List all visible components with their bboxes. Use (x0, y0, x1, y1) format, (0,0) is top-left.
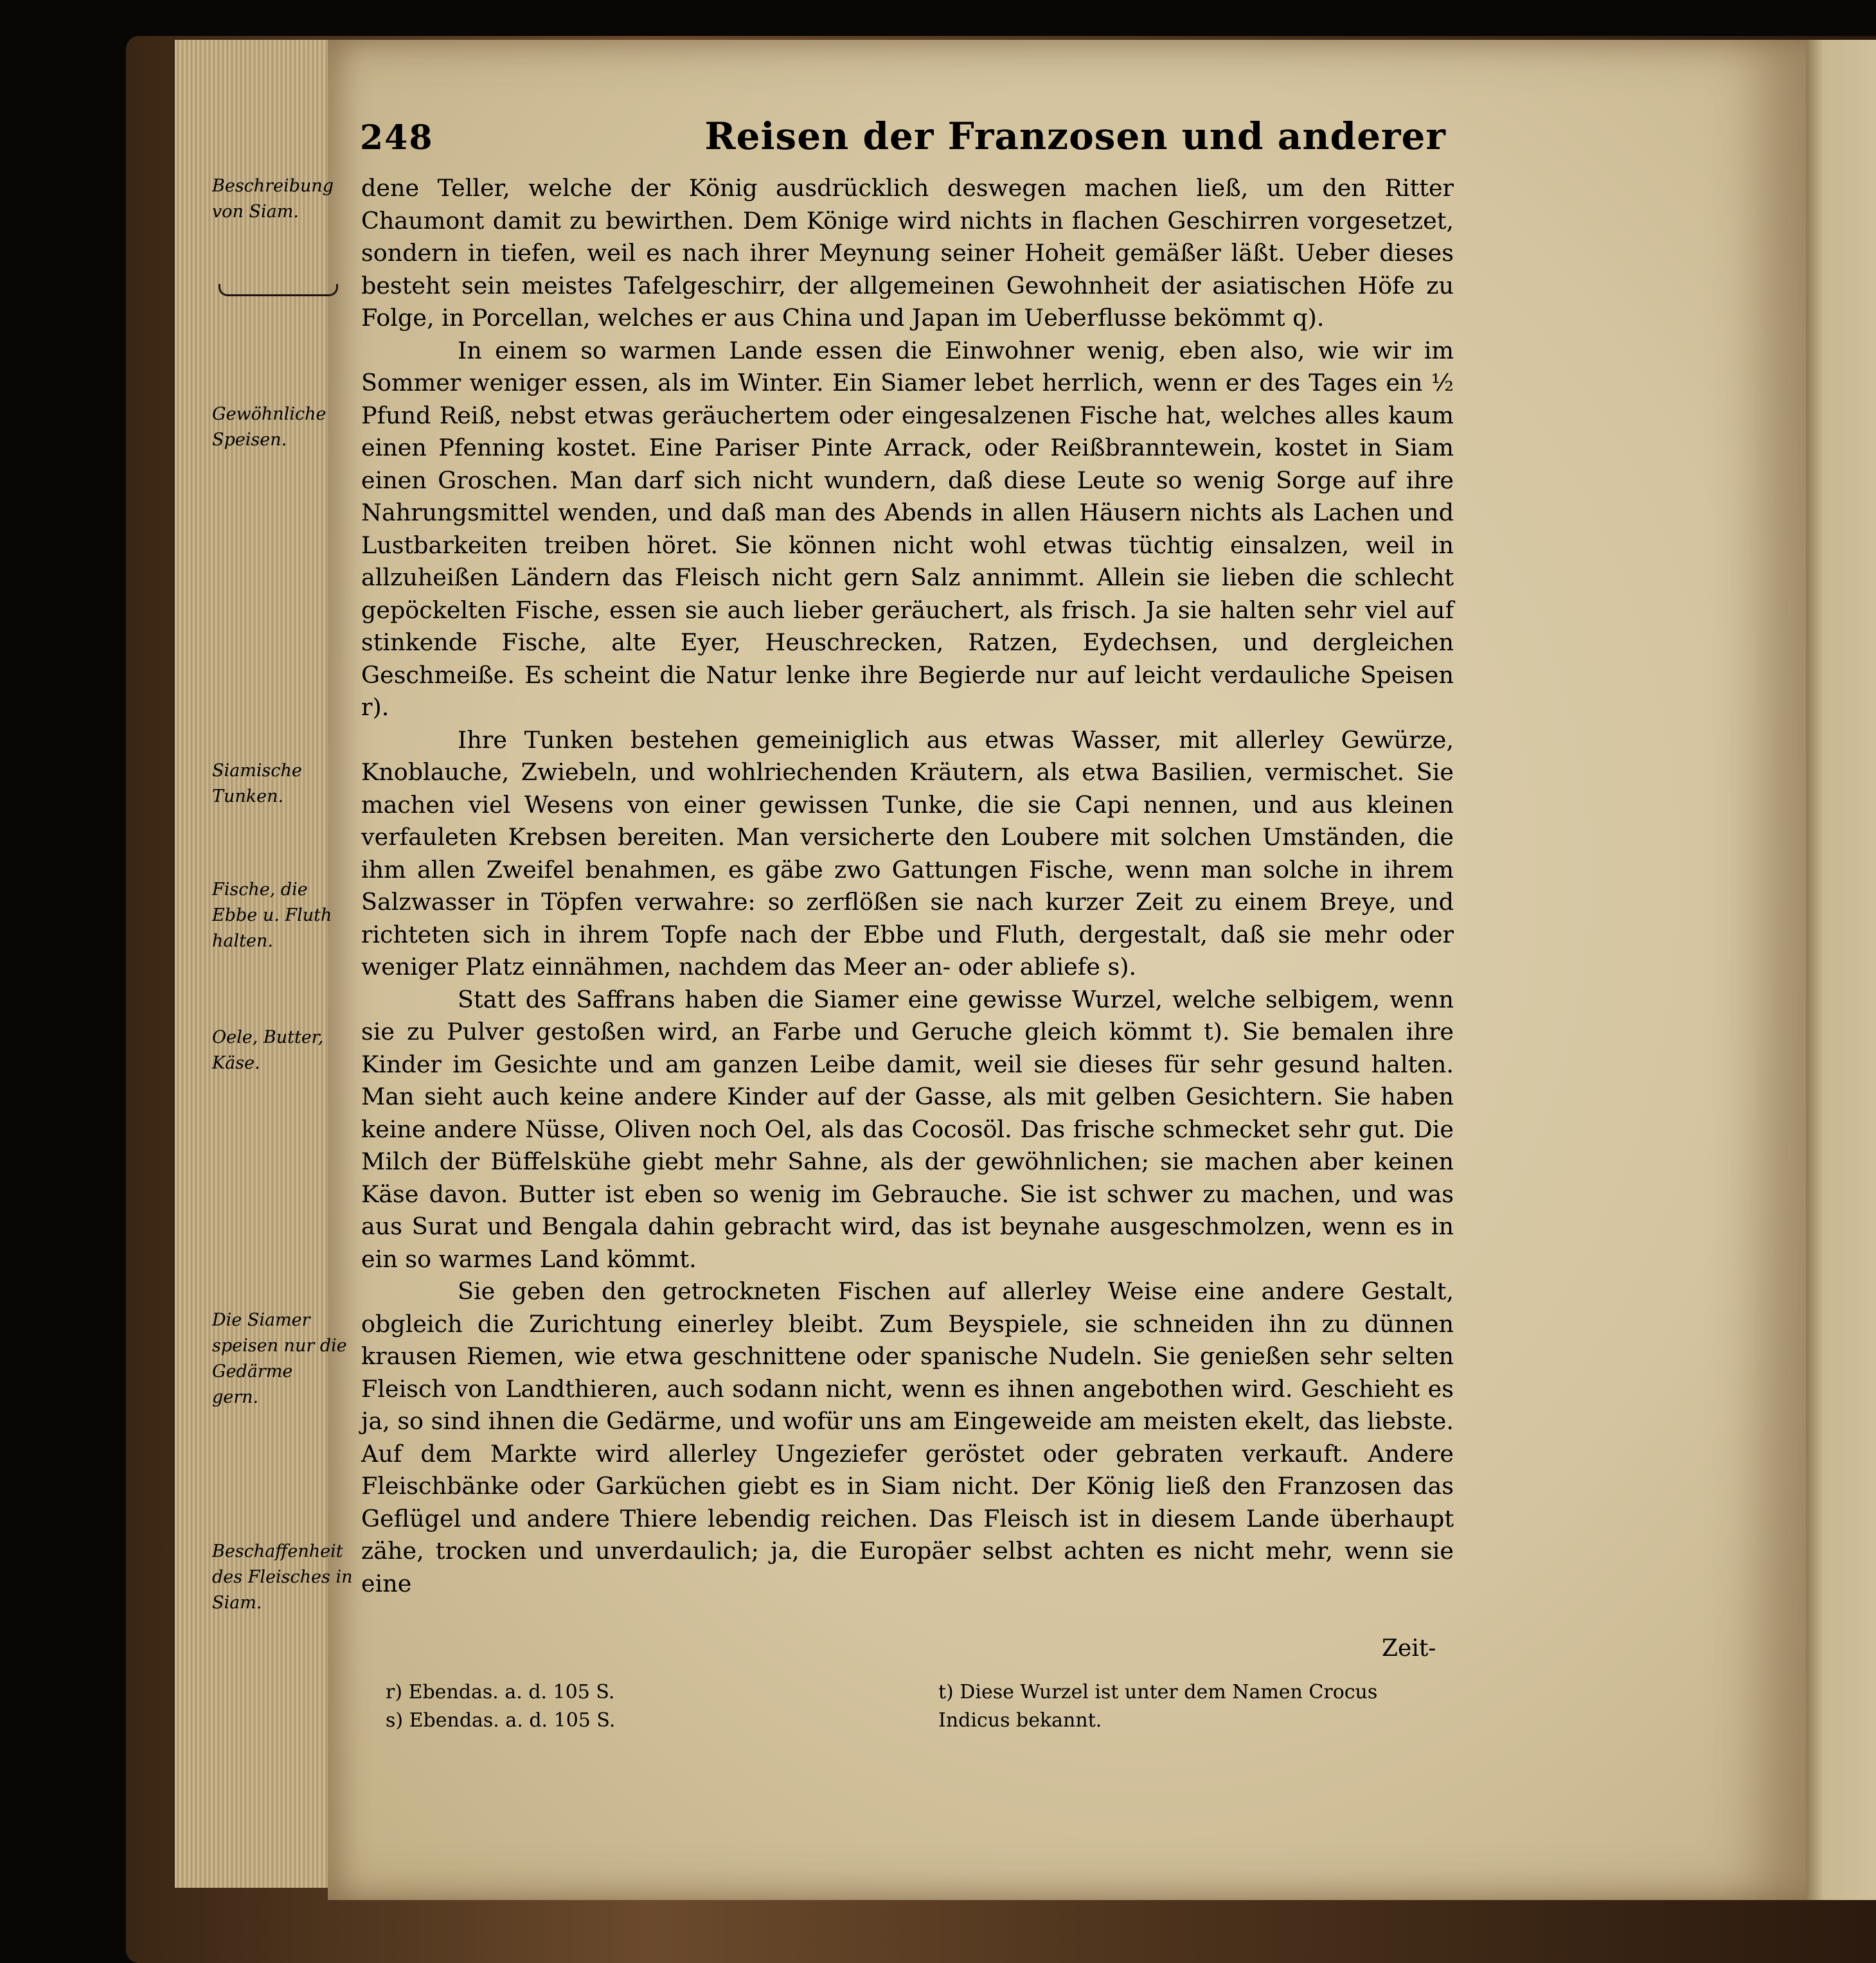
margin-note: Gewöhnliche Speisen. (212, 404, 326, 450)
paragraph: dene Teller, welche der König ausdrücklich deswegen machen ließ, um den Ritter Chaumont damit zu bewirthen. Dem Könige wird nichts in flachen Geschirren vorgesetzet, sondern in tiefen, weil es nach ihrer Meynung seiner Hoheit gemäßer läßt. Ueber dieses besteht sein meistes Tafelgeschirr, der allgemeinen Gewohnheit der asiatischen Höfe zu Folge, in Porcellan, welches er aus China und Japan im Ueberflusse bekömmt q). (361, 174, 1454, 332)
margin-note: Oele, Butter, Käse. (212, 1027, 324, 1073)
margin-note: Beschaffenheit des Fleisches in Siam. (212, 1541, 353, 1613)
margin-note: Fische, die Ebbe u. Fluth halten. (212, 880, 332, 951)
margin-note: Siamische Tunken. (212, 761, 302, 806)
catchword: Zeit- (1382, 1635, 1436, 1662)
margin-note: Beschreibung von Siam. (212, 173, 366, 225)
footnote: t) Diese Wurzel ist unter dem Namen Crocus (938, 1681, 1378, 1703)
footnote: s) Ebendas. a. d. 105 S. (386, 1709, 616, 1732)
paragraph: Ihre Tunken bestehen gemeiniglich aus etwas Wasser, mit allerley Gewürze, Knoblauche, Zwiebeln, und wohlriechenden Kräutern, als etwa Basilien, vermischet. Sie machen viel Wesens von einer gewissen Tunke, die sie Capi nennen, und aus kleinen verfauleten Krebsen bereiten. Man versicherte den Loubere mit solchen Umständen, die ihm allen Zweifel benahmen, es gäbe zwo Gattungen Fische, wenn man solche in ihrem Salzwasser in Töpfen verwahre: so zerflößen sie nach kurzer Zeit zu einem Breye, und richteten sich in ihrem Topfe nach der Ebbe und Fluth, dergestalt, daß sie mehr oder weniger Platz einnähmen, nachdem das Meer an- oder abliefe s). (361, 725, 1454, 981)
paragraph: Sie geben den getrockneten Fischen auf allerley Weise eine andere Gestalt, obgleich die Zurichtung einerley bleibt. Zum Beyspiele, sie schneiden ihn zu dünnen krausen Riemen, wie etwa geschnittene oder spanische Nudeln. Sie genießen sehr selten Fleisch von Landthieren, auch sodann nicht, wenn es ihnen angebothen wird. Geschieht es ja, so sind ihnen die Gedärme, und wofür uns am Eingeweide am meisten ekelt, das liebste. Auf dem Markte wird allerley Ungeziefer geröstet oder gebraten verkauft. Andere Fleischbänke oder Garküchen giebt es in Siam nicht. Der König ließ den Franzosen das Geflügel und andere Thiere lebendig reichen. Das Fleisch ist in diesem Lande überhaupt zähe, trocken und unverdaulich; ja, die Europäer selbst achten es nicht mehr, wenn sie eine (361, 1277, 1454, 1597)
footnotes-left-column (386, 1678, 835, 1735)
main-text (361, 172, 1454, 1600)
page-header (360, 109, 1446, 167)
margin-brace (219, 284, 338, 296)
footnotes (386, 1678, 1452, 1743)
paragraph: Statt des Saffrans haben die Siamer eine gewisse Wurzel, welche selbigem, wenn sie zu Pulver gestoßen wird, an Farbe und Geruche gleich kömmt t). Sie bemalen ihre Kinder im Gesichte und am ganzen Leibe damit, weil sie dieses für sehr gesund halten. Man sieht auch keine andere Kinder auf der Gasse, als mit gelben Gesichtern. Sie haben keine andere Nüsse, Oliven noch Oel, als das Cocosöl. Das frische schmecket sehr gut. Die Milch der Büffelskühe giebt mehr Sahne, als der gewöhnlichen; sie machen aber keinen Käse davon. Butter ist eben so wenig im Gebrauche. Sie ist schwer zu machen, und was aus Surat und Bengala dahin gebracht wird, das ist beynahe ausgeschmolzen, wenn es in ein so warmes Land kömmt. (361, 985, 1454, 1273)
margin-note: Die Siamer speisen nur die Gedärme gern. (212, 1310, 347, 1407)
footnote-continuation: Indicus bekannt. (938, 1709, 1102, 1732)
footnote: r) Ebendas. a. d. 105 S. (386, 1681, 615, 1703)
footnotes-right-column (938, 1678, 1452, 1735)
paragraph: In einem so warmen Lande essen die Einwohner wenig, eben also, wie wir im Sommer weniger essen, als im Winter. Ein Siamer lebet herrlich, wenn er des Tages ein ½ Pfund Reiß, nebst etwas geräuchertem oder eingesalzenen Fische hat, welches alles kaum einen Pfenning kostet. Eine Pariser Pinte Arrack, oder Reißbranntewein, kostet in Siam einen Groschen. Man darf sich nicht wundern, daß diese Leute so wenig Sorge auf ihre Nahrungsmittel wenden, und daß man des Abends in allen Häusern nichts als Lachen und Lustbarkeiten treiben höret. Sie können nicht wohl etwas tüchtig einsalzen, weil in allzuheißen Ländern das Fleisch nicht gern Salz annimmt. Allein sie lieben die schlecht gepöckelten Fische, essen sie auch lieber geräuchert, als frisch. Ja sie halten sehr viel auf stinkende Fische, alte Eyer, Heuschrecken, Ratzen, Eydechsen, und dergleichen Geschmeiße. Es scheint die Natur lenke ihre Begierde nur auf leicht verdauliche Speisen r). (361, 336, 1454, 721)
running-title: Reisen der Franzosen und anderer (704, 114, 1446, 158)
facing-page-edge (1806, 40, 1876, 1900)
page-number: 248 (360, 118, 434, 157)
